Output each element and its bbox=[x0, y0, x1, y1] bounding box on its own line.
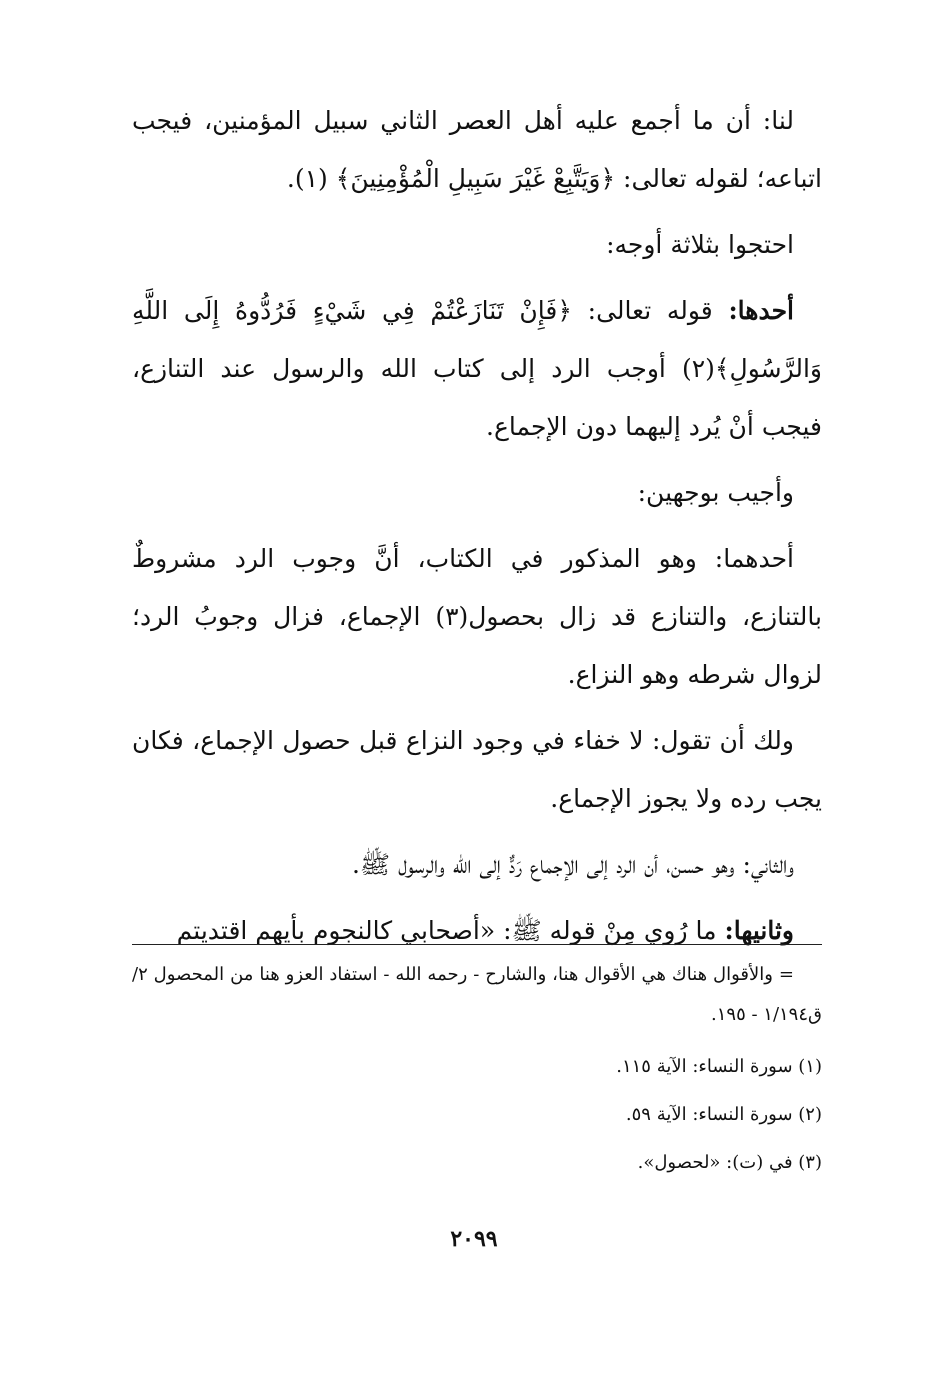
footnote-3: (٣) في (ت): «لحصول». bbox=[637, 1152, 822, 1173]
main-text bbox=[132, 92, 822, 960]
paragraph-first-answer bbox=[132, 530, 822, 704]
footnote-2: (٢) سورة النساء: الآية ٥٩. bbox=[625, 1104, 822, 1125]
paragraph-lead: وثانيها: bbox=[724, 916, 794, 945]
footnotes bbox=[132, 955, 822, 1191]
paragraph-ours bbox=[132, 92, 822, 208]
paragraph-text: أحدهما: وهو المذكور في الكتاب، أنَّ وجوب الرد مشروطٌ بالتنازع، والتنازع قد زال بحصول(٣) الإجماع، فزال وجوبُ الرد؛ لزوال شرطه وهو النزاع. bbox=[132, 544, 822, 689]
paragraph-second-argument bbox=[132, 902, 822, 960]
paragraph-text: والثاني: وهو حسن، أن الرد إلى الإجماع رَدٌّ إلى الله والرسول ﷺ. bbox=[351, 850, 794, 879]
paragraph-text: وأجيب بوجهين: bbox=[637, 478, 794, 507]
paragraph-text: ولك أن تقول: لا خفاء في وجود النزاع قبل حصول الإجماع، فكان يجب رده ولا يجوز الإجماع. bbox=[132, 726, 822, 813]
paragraph-text: قوله تعالى: ﴿فَإِنْ تَنَازَعْتُمْ فِي شَيْءٍ فَرُدُّوهُ إِلَى اللَّهِ وَالرَّسُولِ﴾(٢) أوجب الرد إلى كتاب الله والرسول عند التنازع، فيجب أنْ يُرد إليهما دون الإجماع. bbox=[132, 296, 822, 441]
paragraph-text: احتجوا بثلاثة أوجه: bbox=[606, 230, 794, 259]
paragraph-text: لنا: أن ما أجمع عليه أهل العصر الثاني سبيل المؤمنين، فيجب اتباعه؛ لقوله تعالى: ﴿وَيَتَّبِعْ غَيْرَ سَبِيلِ الْمُؤْمِنِينَ﴾ (١). bbox=[132, 106, 822, 193]
footnote-separator bbox=[132, 944, 822, 945]
paragraph-objection bbox=[132, 712, 822, 828]
paragraph-text: ما رُوي مِنْ قوله ﷺ: «أصحابي كالنجوم بأيهم اقتديتم bbox=[176, 916, 725, 945]
footnote-continuation: = والأقوال هناك هي الأقوال هنا، والشارح - رحمه الله - استفاد العزو هنا من المحصول ٢/ق١/١٩٤ - ١٩٥. bbox=[132, 964, 822, 1025]
paragraph-first-argument bbox=[132, 282, 822, 456]
paragraph-lead: أحدها: bbox=[728, 296, 794, 325]
paragraph-answer-intro bbox=[132, 464, 822, 522]
paragraph-second-answer bbox=[132, 836, 822, 894]
page-number: ٢٠٩٩ bbox=[450, 1226, 498, 1252]
footnote-1: (١) سورة النساء: الآية ١١٥. bbox=[616, 1056, 822, 1077]
paragraph-arguments-intro bbox=[132, 216, 822, 274]
